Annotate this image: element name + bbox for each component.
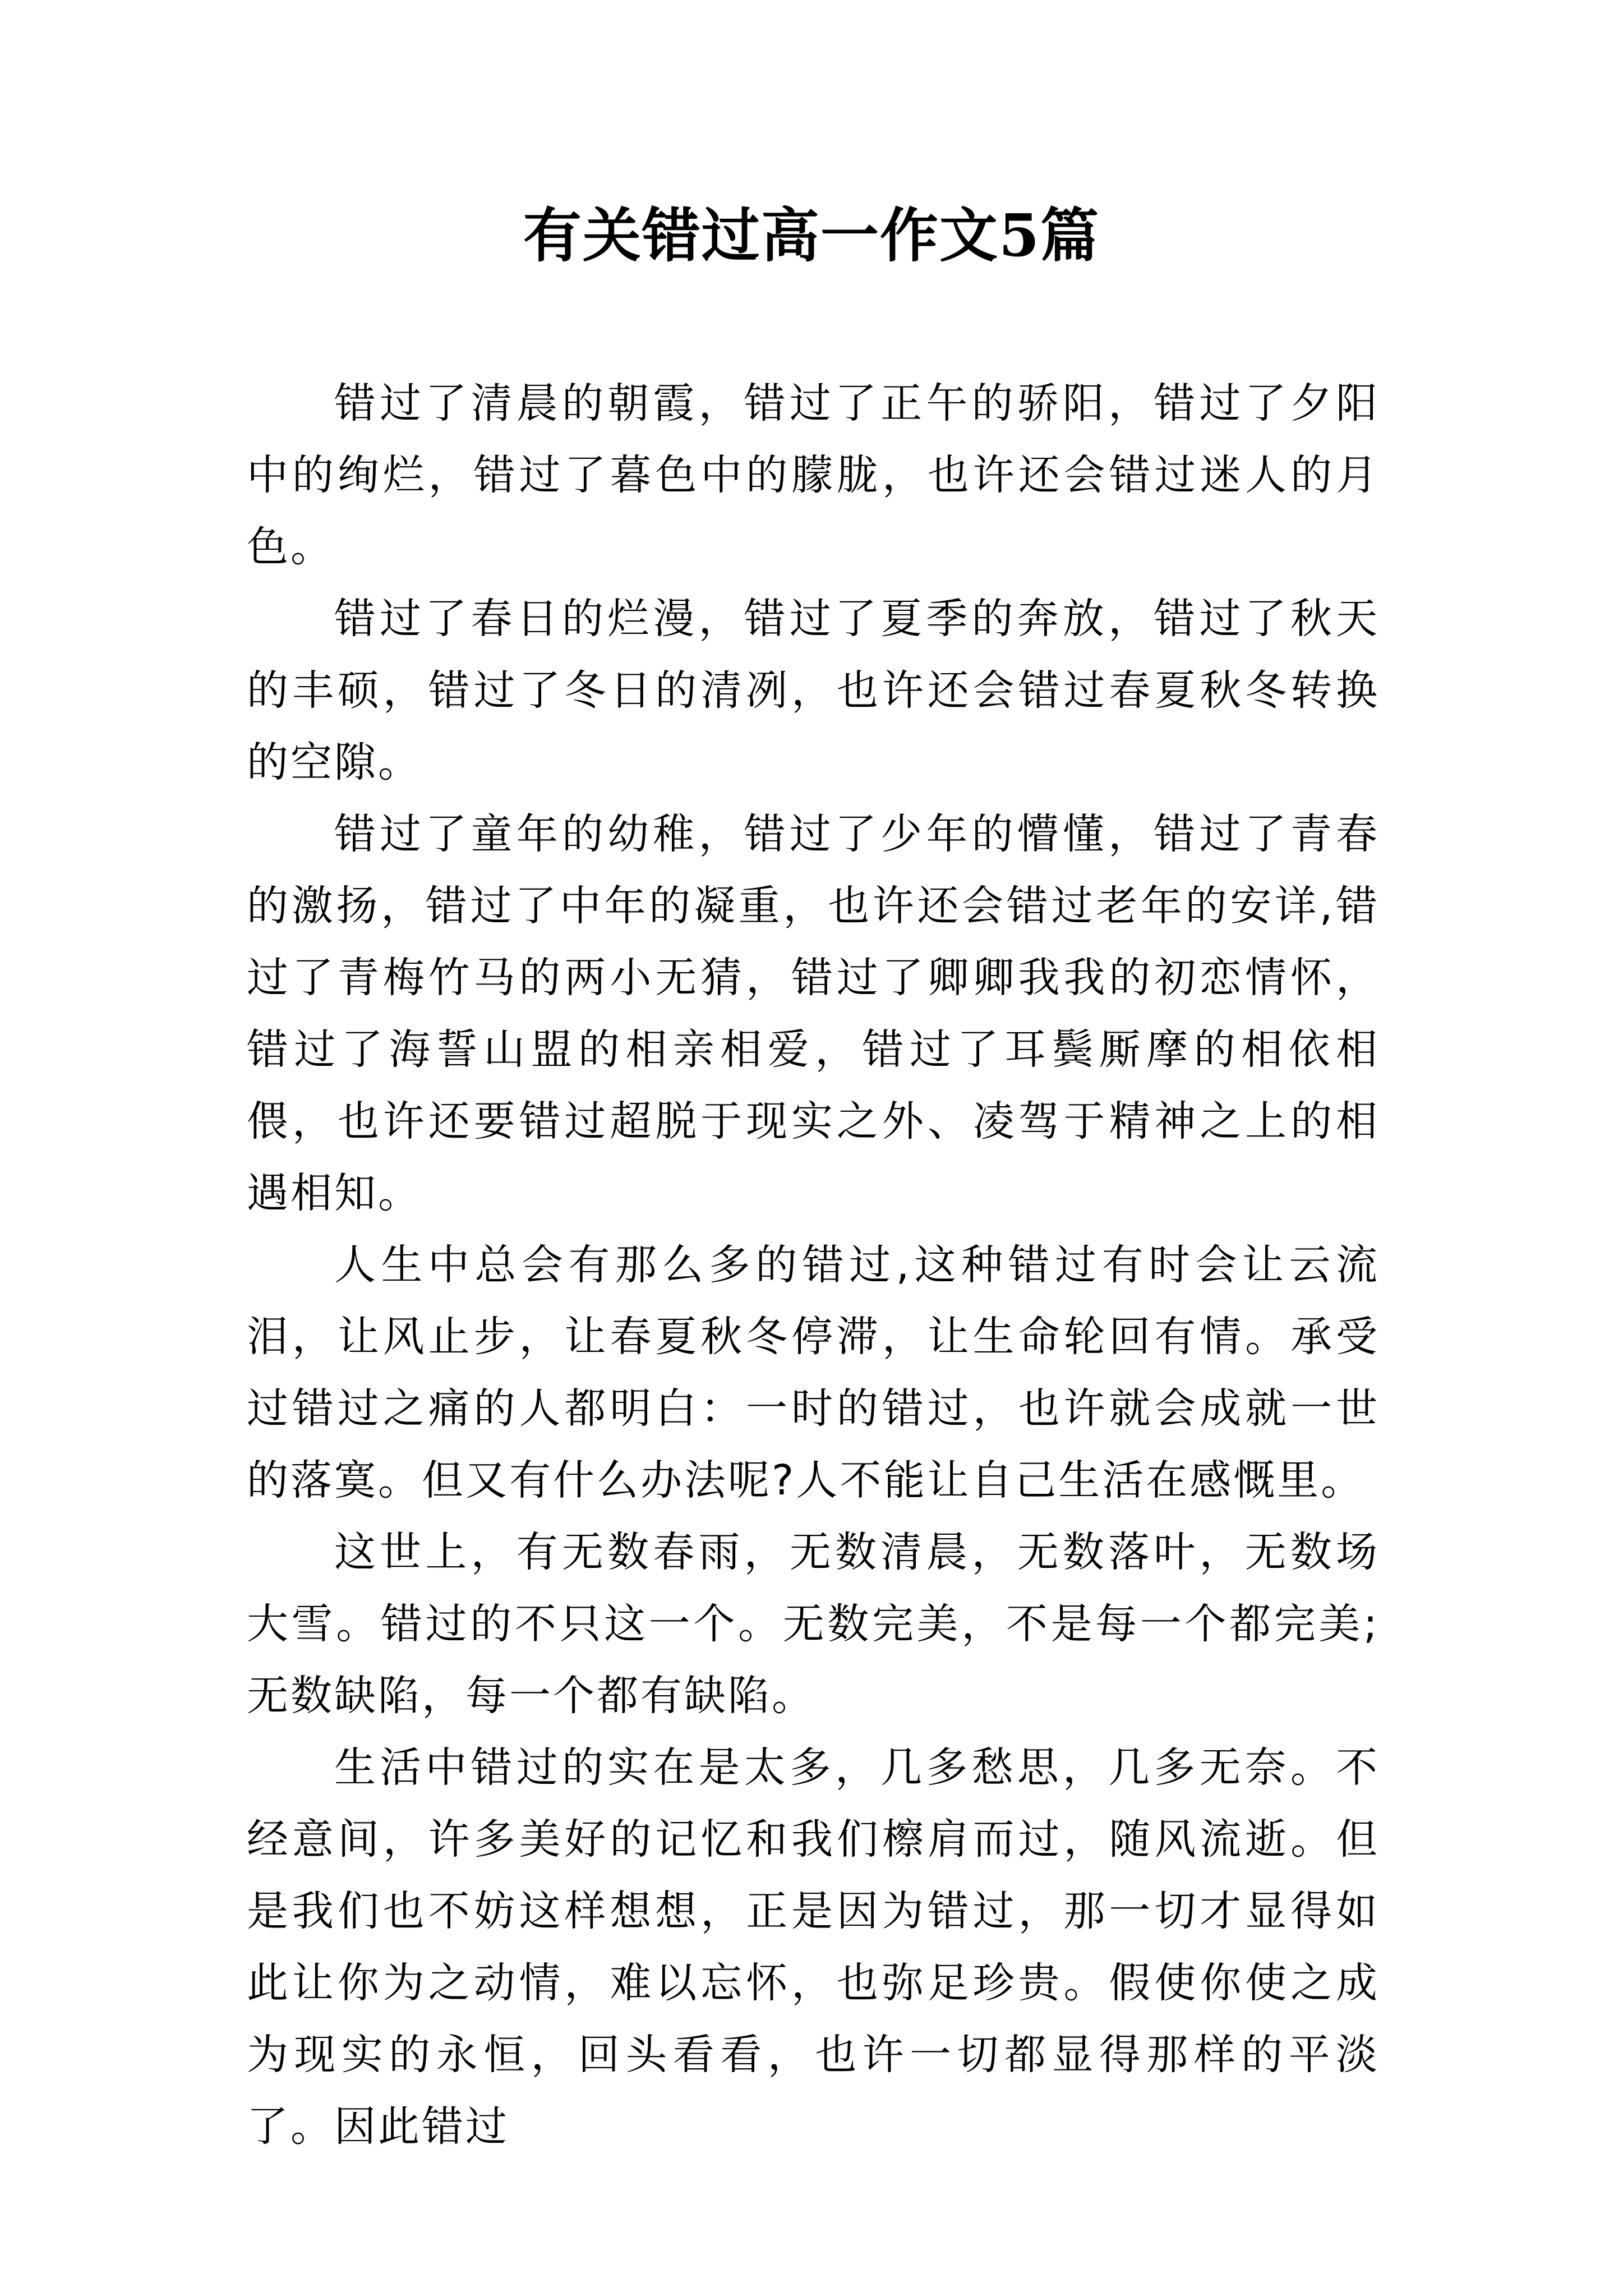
paragraph-3: 错过了童年的幼稚，错过了少年的懵懂，错过了青春的激扬，错过了中年的凝重，也许还会错过老年的安详,错过了青梅竹马的两小无猜，错过了卿卿我我的初恋情怀，错过了海誓山盟的相亲相爱，错过了耳鬓厮摩的相依相偎，也许还要错过超脱于现实之外、凌驾于精神之上的相遇相知。 [247,810,1380,1217]
paragraph-6: 生活中错过的实在是太多，几多愁思，几多无奈。不经意间，许多美好的记忆和我们檫肩而过，随风流逝。但是我们也不妨这样想想，正是因为错过，那一切才显得如此让你为之动情，难以忘怀，也弥足珍贵。假使你使之成为现实的永恒，回头看看，也许一切都显得那样的平淡了。因此错过 [247,1743,1380,2151]
paragraph-5: 这世上，有无数春雨，无数清晨，无数落叶，无数场大雪。错过的不只这一个。无数完美，不是每一个都完美;无数缺陷，每一个都有缺陷。 [247,1528,1380,1720]
paragraph-1: 错过了清晨的朝霞，错过了正午的骄阳，错过了夕阳中的绚烂，错过了暮色中的朦胧，也许还会错过迷人的月色。 [247,379,1380,571]
document-title: 有关错过高一作文5篇 [523,201,1100,270]
paragraph-2: 错过了春日的烂漫，错过了夏季的奔放，错过了秋天的丰硕，错过了冬日的清冽，也许还会错过春夏秋冬转换的空隙。 [247,595,1380,786]
document-body [247,367,1380,2162]
paragraph-4: 人生中总会有那么多的错过,这种错过有时会让云流泪，让风止步，让春夏秋冬停滞，让生命轮回有情。承受过错过之痛的人都明白：一时的错过，也许就会成就一世的落寞。但又有什么办法呢?人不能让自己生活在感慨里。 [247,1241,1380,1504]
